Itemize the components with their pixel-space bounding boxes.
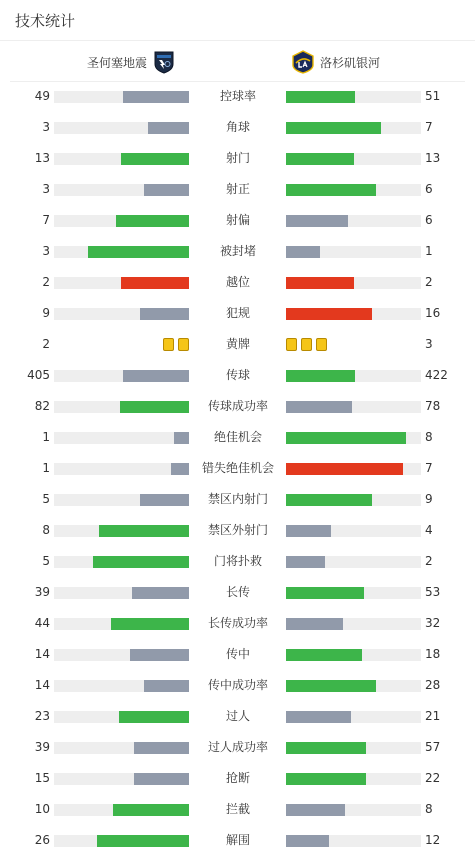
away-bar-track (286, 432, 421, 444)
away-bar-track (286, 277, 421, 289)
home-value: 5 (42, 492, 50, 506)
stat-row (0, 270, 475, 301)
stat-row (0, 487, 475, 518)
stat-label: 传中 (225, 647, 250, 661)
home-value: 26 (34, 833, 50, 847)
home-bar-track (54, 215, 189, 227)
stat-row (0, 580, 475, 611)
home-bar-track (54, 773, 189, 785)
stat-row (0, 115, 475, 146)
page-title: 技术统计 (15, 12, 76, 30)
stats-list (0, 84, 475, 857)
home-bar (88, 246, 189, 258)
home-bar-track (54, 587, 189, 599)
home-bar-track (54, 91, 189, 103)
away-value: 6 (425, 213, 433, 227)
home-bar-track (54, 680, 189, 692)
away-yellow-cards (286, 338, 327, 352)
home-bar (130, 649, 189, 661)
away-value: 18 (425, 647, 441, 661)
home-bar-track (54, 835, 189, 847)
away-value: 6 (425, 182, 433, 196)
home-bar-track (54, 494, 189, 506)
stat-row (0, 797, 475, 828)
home-bar-track (54, 370, 189, 382)
home-value: 2 (42, 275, 50, 289)
away-bar (286, 308, 372, 320)
stat-label: 抢断 (225, 771, 250, 785)
home-bar (97, 835, 189, 847)
home-bar-track (54, 742, 189, 754)
away-team-name: 洛杉矶银河 (320, 55, 381, 70)
home-bar (171, 463, 189, 475)
away-value: 28 (425, 678, 441, 692)
home-value: 39 (34, 585, 50, 599)
stat-label: 绝佳机会 (213, 430, 262, 444)
stat-label: 越位 (225, 275, 250, 289)
stat-label: 错失绝佳机会 (201, 461, 274, 475)
stat-label: 射偏 (225, 213, 250, 227)
stat-label: 角球 (225, 120, 250, 134)
yellow-card-icon (178, 338, 189, 351)
stat-label: 门将扑救 (213, 554, 262, 568)
stat-row (0, 549, 475, 580)
away-value: 8 (425, 802, 433, 816)
away-value: 32 (425, 616, 441, 630)
teams-divider (10, 81, 465, 82)
away-bar-track (286, 463, 421, 475)
away-bar (286, 432, 406, 444)
away-team[interactable] (292, 44, 380, 80)
home-value: 9 (42, 306, 50, 320)
stat-label: 长传成功率 (207, 616, 268, 630)
home-bar (93, 556, 189, 568)
home-bar-track (54, 122, 189, 134)
away-value: 422 (425, 368, 448, 382)
stat-label: 射正 (225, 182, 250, 196)
home-bar (140, 494, 189, 506)
home-value: 15 (34, 771, 50, 785)
away-bar (286, 680, 376, 692)
away-bar (286, 649, 362, 661)
stat-row (0, 456, 475, 487)
home-bar (144, 184, 189, 196)
away-value: 8 (425, 430, 433, 444)
stat-label: 黄牌 (225, 337, 250, 351)
away-bar (286, 401, 352, 413)
home-bar-track (54, 804, 189, 816)
stat-row (0, 766, 475, 797)
away-bar (286, 742, 366, 754)
away-bar-track (286, 804, 421, 816)
home-bar-track (54, 463, 189, 475)
stat-label: 过人 (225, 709, 250, 723)
away-bar (286, 556, 325, 568)
away-bar (286, 277, 354, 289)
home-value: 49 (34, 89, 50, 103)
away-bar-track (286, 835, 421, 847)
away-bar (286, 122, 381, 134)
yellow-card-icon (301, 338, 312, 351)
away-bar (286, 184, 376, 196)
home-bar (134, 773, 189, 785)
home-bar (140, 308, 189, 320)
home-bar (132, 587, 189, 599)
away-value: 12 (425, 833, 441, 847)
home-value: 1 (42, 430, 50, 444)
home-value: 2 (42, 337, 50, 351)
home-value: 14 (34, 647, 50, 661)
home-value: 405 (27, 368, 50, 382)
home-value: 39 (34, 740, 50, 754)
away-bar-track (286, 587, 421, 599)
away-bar (286, 370, 355, 382)
home-value: 3 (42, 120, 50, 134)
away-value: 7 (425, 461, 433, 475)
home-value: 1 (42, 461, 50, 475)
stat-label: 解围 (225, 833, 250, 847)
stat-row (0, 425, 475, 456)
home-bar-track (54, 246, 189, 258)
home-bar (119, 711, 189, 723)
away-bar (286, 463, 403, 475)
stat-label: 控球率 (219, 89, 256, 103)
yellow-card-icon (286, 338, 297, 351)
stat-label: 传球成功率 (207, 399, 268, 413)
away-value: 3 (425, 337, 433, 351)
home-value: 10 (34, 802, 50, 816)
away-value: 21 (425, 709, 441, 723)
away-value: 22 (425, 771, 441, 785)
stat-row (0, 642, 475, 673)
away-value: 51 (425, 89, 441, 103)
home-bar (111, 618, 189, 630)
away-value: 78 (425, 399, 441, 413)
stat-row (0, 611, 475, 642)
home-bar (134, 742, 189, 754)
home-bar (120, 401, 189, 413)
away-value: 7 (425, 120, 433, 134)
home-team[interactable] (87, 44, 175, 80)
away-bar (286, 618, 343, 630)
home-value: 8 (42, 523, 50, 537)
home-bar-track (54, 401, 189, 413)
stat-label: 传球 (225, 368, 250, 382)
home-value: 13 (34, 151, 50, 165)
away-value: 16 (425, 306, 441, 320)
away-value: 13 (425, 151, 441, 165)
home-value: 3 (42, 244, 50, 258)
away-bar (286, 215, 348, 227)
away-value: 9 (425, 492, 433, 506)
stat-label: 禁区外射门 (207, 523, 268, 537)
away-bar-track (286, 680, 421, 692)
away-bar (286, 246, 320, 258)
away-bar (286, 494, 372, 506)
away-bar-track (286, 773, 421, 785)
stat-label: 禁区内射门 (207, 492, 268, 506)
away-bar-track (286, 401, 421, 413)
away-bar (286, 773, 366, 785)
stat-row (0, 301, 475, 332)
home-bar (123, 370, 189, 382)
home-value: 7 (42, 213, 50, 227)
home-bar-track (54, 711, 189, 723)
stat-row (0, 735, 475, 766)
home-bar (121, 277, 189, 289)
stat-label: 传中成功率 (207, 678, 268, 692)
away-bar (286, 711, 351, 723)
home-team-name: 圣何塞地震 (86, 55, 147, 70)
stat-row (0, 239, 475, 270)
away-value: 1 (425, 244, 433, 258)
away-bar-track (286, 308, 421, 320)
stat-row (0, 146, 475, 177)
stat-label: 犯规 (225, 306, 250, 320)
away-bar-track (286, 246, 421, 258)
home-bar (113, 804, 189, 816)
home-bar (121, 153, 189, 165)
home-value: 5 (42, 554, 50, 568)
stat-label: 射门 (225, 151, 250, 165)
away-bar-track (286, 215, 421, 227)
home-bar (148, 122, 189, 134)
home-value: 14 (34, 678, 50, 692)
away-bar (286, 153, 354, 165)
home-bar (123, 91, 189, 103)
stat-row (0, 704, 475, 735)
stat-label: 拦截 (225, 802, 250, 816)
away-bar-track (286, 91, 421, 103)
away-bar-track (286, 184, 421, 196)
home-bar-track (54, 277, 189, 289)
home-bar (174, 432, 189, 444)
stat-row (0, 332, 475, 363)
home-bar-track (54, 649, 189, 661)
away-bar-track (286, 556, 421, 568)
header-divider (0, 40, 475, 41)
away-bar-track (286, 370, 421, 382)
home-bar (99, 525, 189, 537)
away-bar (286, 835, 329, 847)
home-bar-track (54, 556, 189, 568)
away-bar (286, 804, 345, 816)
home-value: 23 (34, 709, 50, 723)
away-bar-track (286, 618, 421, 630)
stat-row (0, 828, 475, 857)
away-bar (286, 587, 364, 599)
teams-header (10, 44, 465, 80)
away-value: 2 (425, 554, 433, 568)
away-bar-track (286, 153, 421, 165)
home-value: 3 (42, 182, 50, 196)
home-value: 44 (34, 616, 50, 630)
home-bar (144, 680, 189, 692)
away-bar-track (286, 494, 421, 506)
home-bar-track (54, 525, 189, 537)
away-bar (286, 525, 331, 537)
stat-label: 被封堵 (219, 244, 256, 258)
home-value: 82 (34, 399, 50, 413)
away-value: 53 (425, 585, 441, 599)
away-bar-track (286, 122, 421, 134)
away-bar-track (286, 711, 421, 723)
stat-row (0, 208, 475, 239)
away-bar (286, 91, 355, 103)
home-bar (116, 215, 189, 227)
stat-row (0, 84, 475, 115)
stat-label: 长传 (225, 585, 250, 599)
stat-label: 过人成功率 (207, 740, 268, 754)
away-bar-track (286, 742, 421, 754)
away-value: 57 (425, 740, 441, 754)
home-bar-track (54, 184, 189, 196)
stat-row (0, 394, 475, 425)
home-bar-track (54, 618, 189, 630)
stat-row (0, 518, 475, 549)
la-galaxy-crest-icon (292, 50, 314, 74)
stat-row (0, 673, 475, 704)
san-jose-earthquakes-crest-icon (153, 50, 175, 74)
home-yellow-cards (163, 338, 189, 352)
away-value: 2 (425, 275, 433, 289)
home-bar-track (54, 432, 189, 444)
yellow-card-icon (316, 338, 327, 351)
home-bar-track (54, 153, 189, 165)
away-value: 4 (425, 523, 433, 537)
stat-row (0, 177, 475, 208)
away-bar-track (286, 525, 421, 537)
yellow-card-icon (163, 338, 174, 351)
home-bar-track (54, 308, 189, 320)
away-bar-track (286, 649, 421, 661)
stat-row (0, 363, 475, 394)
